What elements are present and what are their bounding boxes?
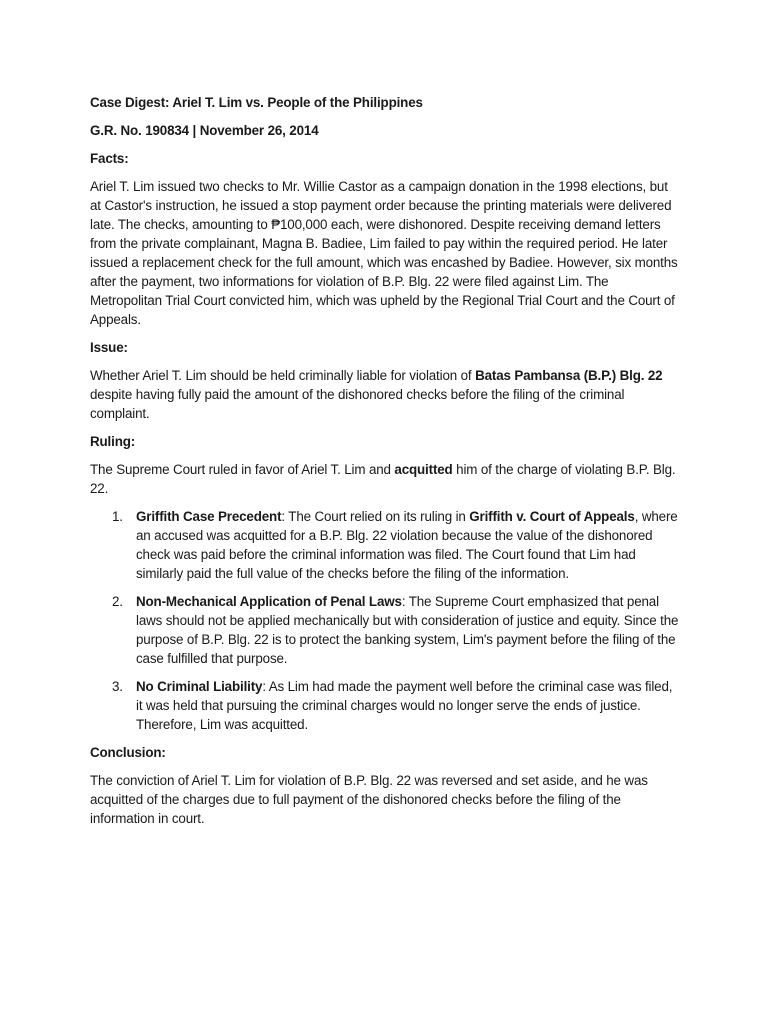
issue-heading: Issue: — [90, 340, 128, 355]
conclusion-paragraph: The conviction of Ariel T. Lim for violation of B.P. Blg. 22 was reversed and set aside, and he was acquitted of the charges due to full payment of the dishonored checks before the filing of the information in court. — [90, 773, 648, 826]
ruling-intro-before: The Supreme Court ruled in favor of Ariel T. Lim and — [90, 462, 395, 477]
ruling-heading: Ruling: — [90, 434, 136, 449]
issue-text-after: despite having fully paid the amount of the dishonored checks before the filing of the criminal complaint. — [90, 387, 625, 421]
ruling-item-text-before: : The Supreme Court emphasized that penal laws should not be applied mechanically but with consideration of justice and equity. Since the purpose of B.P. Blg. 22 is to protect the banking system, Lim's payment before the filing of the case fulfilled that purpose. — [136, 594, 679, 666]
ruling-item — [90, 507, 682, 583]
ruling-intro-after: him of the charge of violating B.P. Blg. 22. — [90, 462, 676, 496]
ruling-item-text-after: , where an accused was acquitted for a B.P. Blg. 22 violation because the value of the dishonored check was paid before the criminal information was filed. The Court found that Lim had similarly paid the full value of the checks before the filing of the information. — [136, 509, 678, 581]
document-page — [90, 93, 682, 837]
case-citation: G.R. No. 190834 | November 26, 2014 — [90, 123, 319, 138]
ruling-item-text-before: : As Lim had made the payment well before the criminal case was filed, it was held that pursuing the criminal charges would no longer serve the ends of justice. Therefore, Lim was acquitted. — [136, 679, 673, 732]
ruling-item-title: No Criminal Liability — [136, 679, 263, 694]
ruling-item-number: 3. — [112, 679, 123, 694]
ruling-item-text-before: : The Court relied on its ruling in — [281, 509, 470, 524]
ruling-item-number: 2. — [112, 594, 123, 609]
facts-heading: Facts: — [90, 151, 129, 166]
issue-text-before: Whether Ariel T. Lim should be held criminally liable for violation of — [90, 368, 476, 383]
ruling-list — [90, 507, 682, 734]
ruling-item-title: Griffith Case Precedent — [136, 509, 282, 524]
ruling-item — [90, 592, 682, 668]
document-title: Case Digest: Ariel T. Lim vs. People of the Philippines — [90, 95, 423, 110]
ruling-item — [90, 677, 682, 734]
ruling-intro — [90, 460, 682, 498]
ruling-item-number: 1. — [112, 509, 123, 524]
facts-paragraph: Ariel T. Lim issued two checks to Mr. Willie Castor as a campaign donation in the 1998 elections, but at Castor's instruction, he issued a stop payment order because the printing materials were delivered late. The checks, amounting to ₱100,000 each, were dishonored. Despite receiving demand letters from the private complainant, Magna B. Badiee, Lim failed to pay within the required period. He later issued a replacement check for the full amount, which was encashed by Badiee. However, six months after the payment, two informations for violation of B.P. Blg. 22 were filed against Lim. The Metropolitan Trial Court convicted him, which was upheld by the Regional Trial Court and the Court of Appeals. — [90, 179, 678, 327]
ruling-item-text-bold: Griffith v. Court of Appeals — [469, 509, 635, 524]
issue-paragraph — [90, 366, 682, 423]
ruling-intro-bold: acquitted — [394, 462, 453, 477]
issue-text-bold: Batas Pambansa (B.P.) Blg. 22 — [475, 368, 663, 383]
ruling-item-title: Non-Mechanical Application of Penal Laws — [136, 594, 402, 609]
conclusion-heading: Conclusion: — [90, 745, 166, 760]
